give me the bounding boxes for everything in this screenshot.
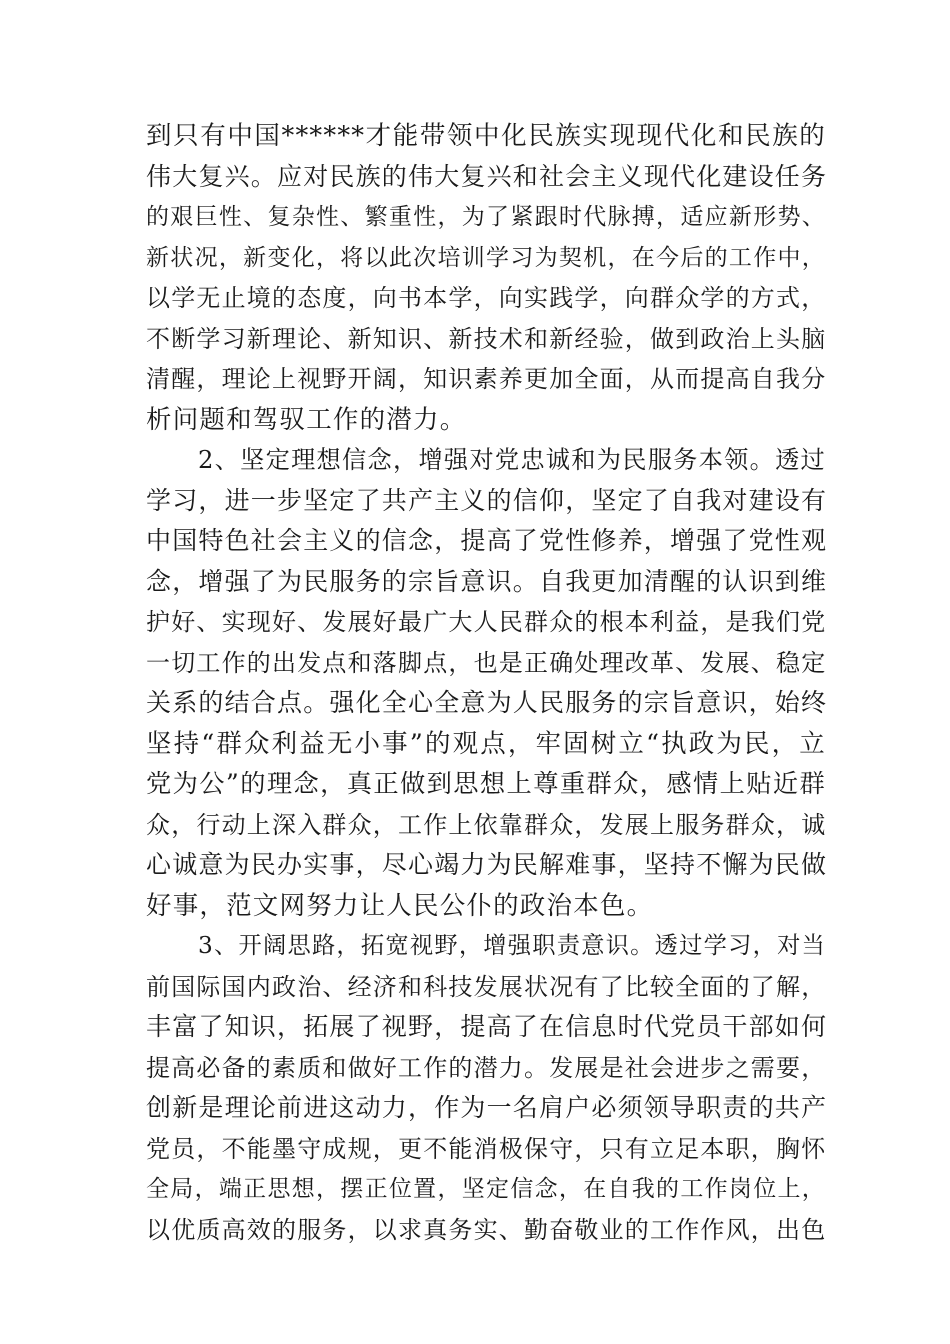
text-line: 提高必备的素质和做好工作的潜力。发展是社会进步之需要，	[146, 1053, 827, 1082]
text-line: 中国特色社会主义的信念，提高了党性修养，增强了党性观	[146, 526, 828, 555]
text-line: 丰富了知识，拓展了视野，提高了在信息时代党员干部如何	[146, 1012, 828, 1041]
text-line: 不断学习新理论、新知识、新技术和新经验，做到政治上头脑	[146, 324, 827, 353]
text-line: 好事，范文网努力让人民公仆的政治本色。	[146, 890, 654, 921]
text-line: 以优质高效的服务，以求真务实、勤奋敬业的工作作风，出色	[146, 1215, 827, 1244]
text-line: 新状况，新变化，将以此次培训学习为契机，在今后的工作中，	[146, 244, 826, 271]
text-line: 坚持“群众利益无小事”的观点，牢固树立“执政为民，立	[146, 728, 826, 759]
text-line: 关系的结合点。强化全心全意为人民服务的宗旨意识，始终	[146, 688, 828, 717]
text-line: 心诚意为民办实事，尽心竭力为民解难事，坚持不懈为民做	[146, 850, 828, 879]
text-line: 的艰巨性、复杂性、繁重性，为了紧跟时代脉搏，适应新形势、	[146, 204, 826, 230]
text-line: 以学无止境的态度，向书本学，向实践学，向群众学的方式，	[146, 284, 827, 312]
text-line: 清醒，理论上视野开阔，知识素养更加全面，从而提高自我分	[146, 365, 827, 393]
text-line: 护好、实现好、发展好最广大人民群众的根本利益，是我们党	[146, 608, 827, 636]
text-line: 2、坚定理想信念，增强对党忠诚和为民服务本领。透过	[198, 445, 826, 474]
text-line: 创新是理论前进这动力，作为一名肩户必须领导职责的共产	[146, 1093, 828, 1122]
text-line: 党员，不能墨守成规，更不能消极保守，只有立足本职，胸怀	[146, 1134, 827, 1163]
text-line: 念，增强了为民服务的宗旨意识。自我更加清醒的认识到维	[146, 566, 828, 596]
text-line: 到只有中国******才能带领中化民族实现现代化和民族的	[146, 121, 826, 151]
text-line: 3、开阔思路，拓宽视野，增强职责意识。透过学习，对当	[198, 932, 826, 959]
document-body	[146, 116, 826, 1250]
paragraph-2	[146, 440, 826, 926]
text-line: 党为公”的理念，真正做到思想上尊重群众，感情上贴近群	[146, 769, 826, 798]
text-line: 一切工作的出发点和落脚点，也是正确处理改革、发展、稳定	[146, 648, 827, 677]
text-line: 前国际国内政治、经济和科技发展状况有了比较全面的了解，	[146, 972, 827, 1001]
paragraph-3	[146, 926, 826, 1250]
text-line: 析问题和驾驭工作的潜力。	[146, 404, 467, 435]
paragraph-1	[146, 116, 826, 440]
text-line: 伟大复兴。应对民族的伟大复兴和社会主义现代化建设任务	[146, 161, 828, 191]
text-line: 众，行动上深入群众，工作上依靠群众，发展上服务群众，诚	[146, 810, 827, 839]
text-line: 全局，端正思想，摆正位置，坚定信念，在自我的工作岗位上，	[146, 1176, 826, 1202]
text-line: 学习，进一步坚定了共产主义的信仰，坚定了自我对建设有	[146, 485, 828, 515]
